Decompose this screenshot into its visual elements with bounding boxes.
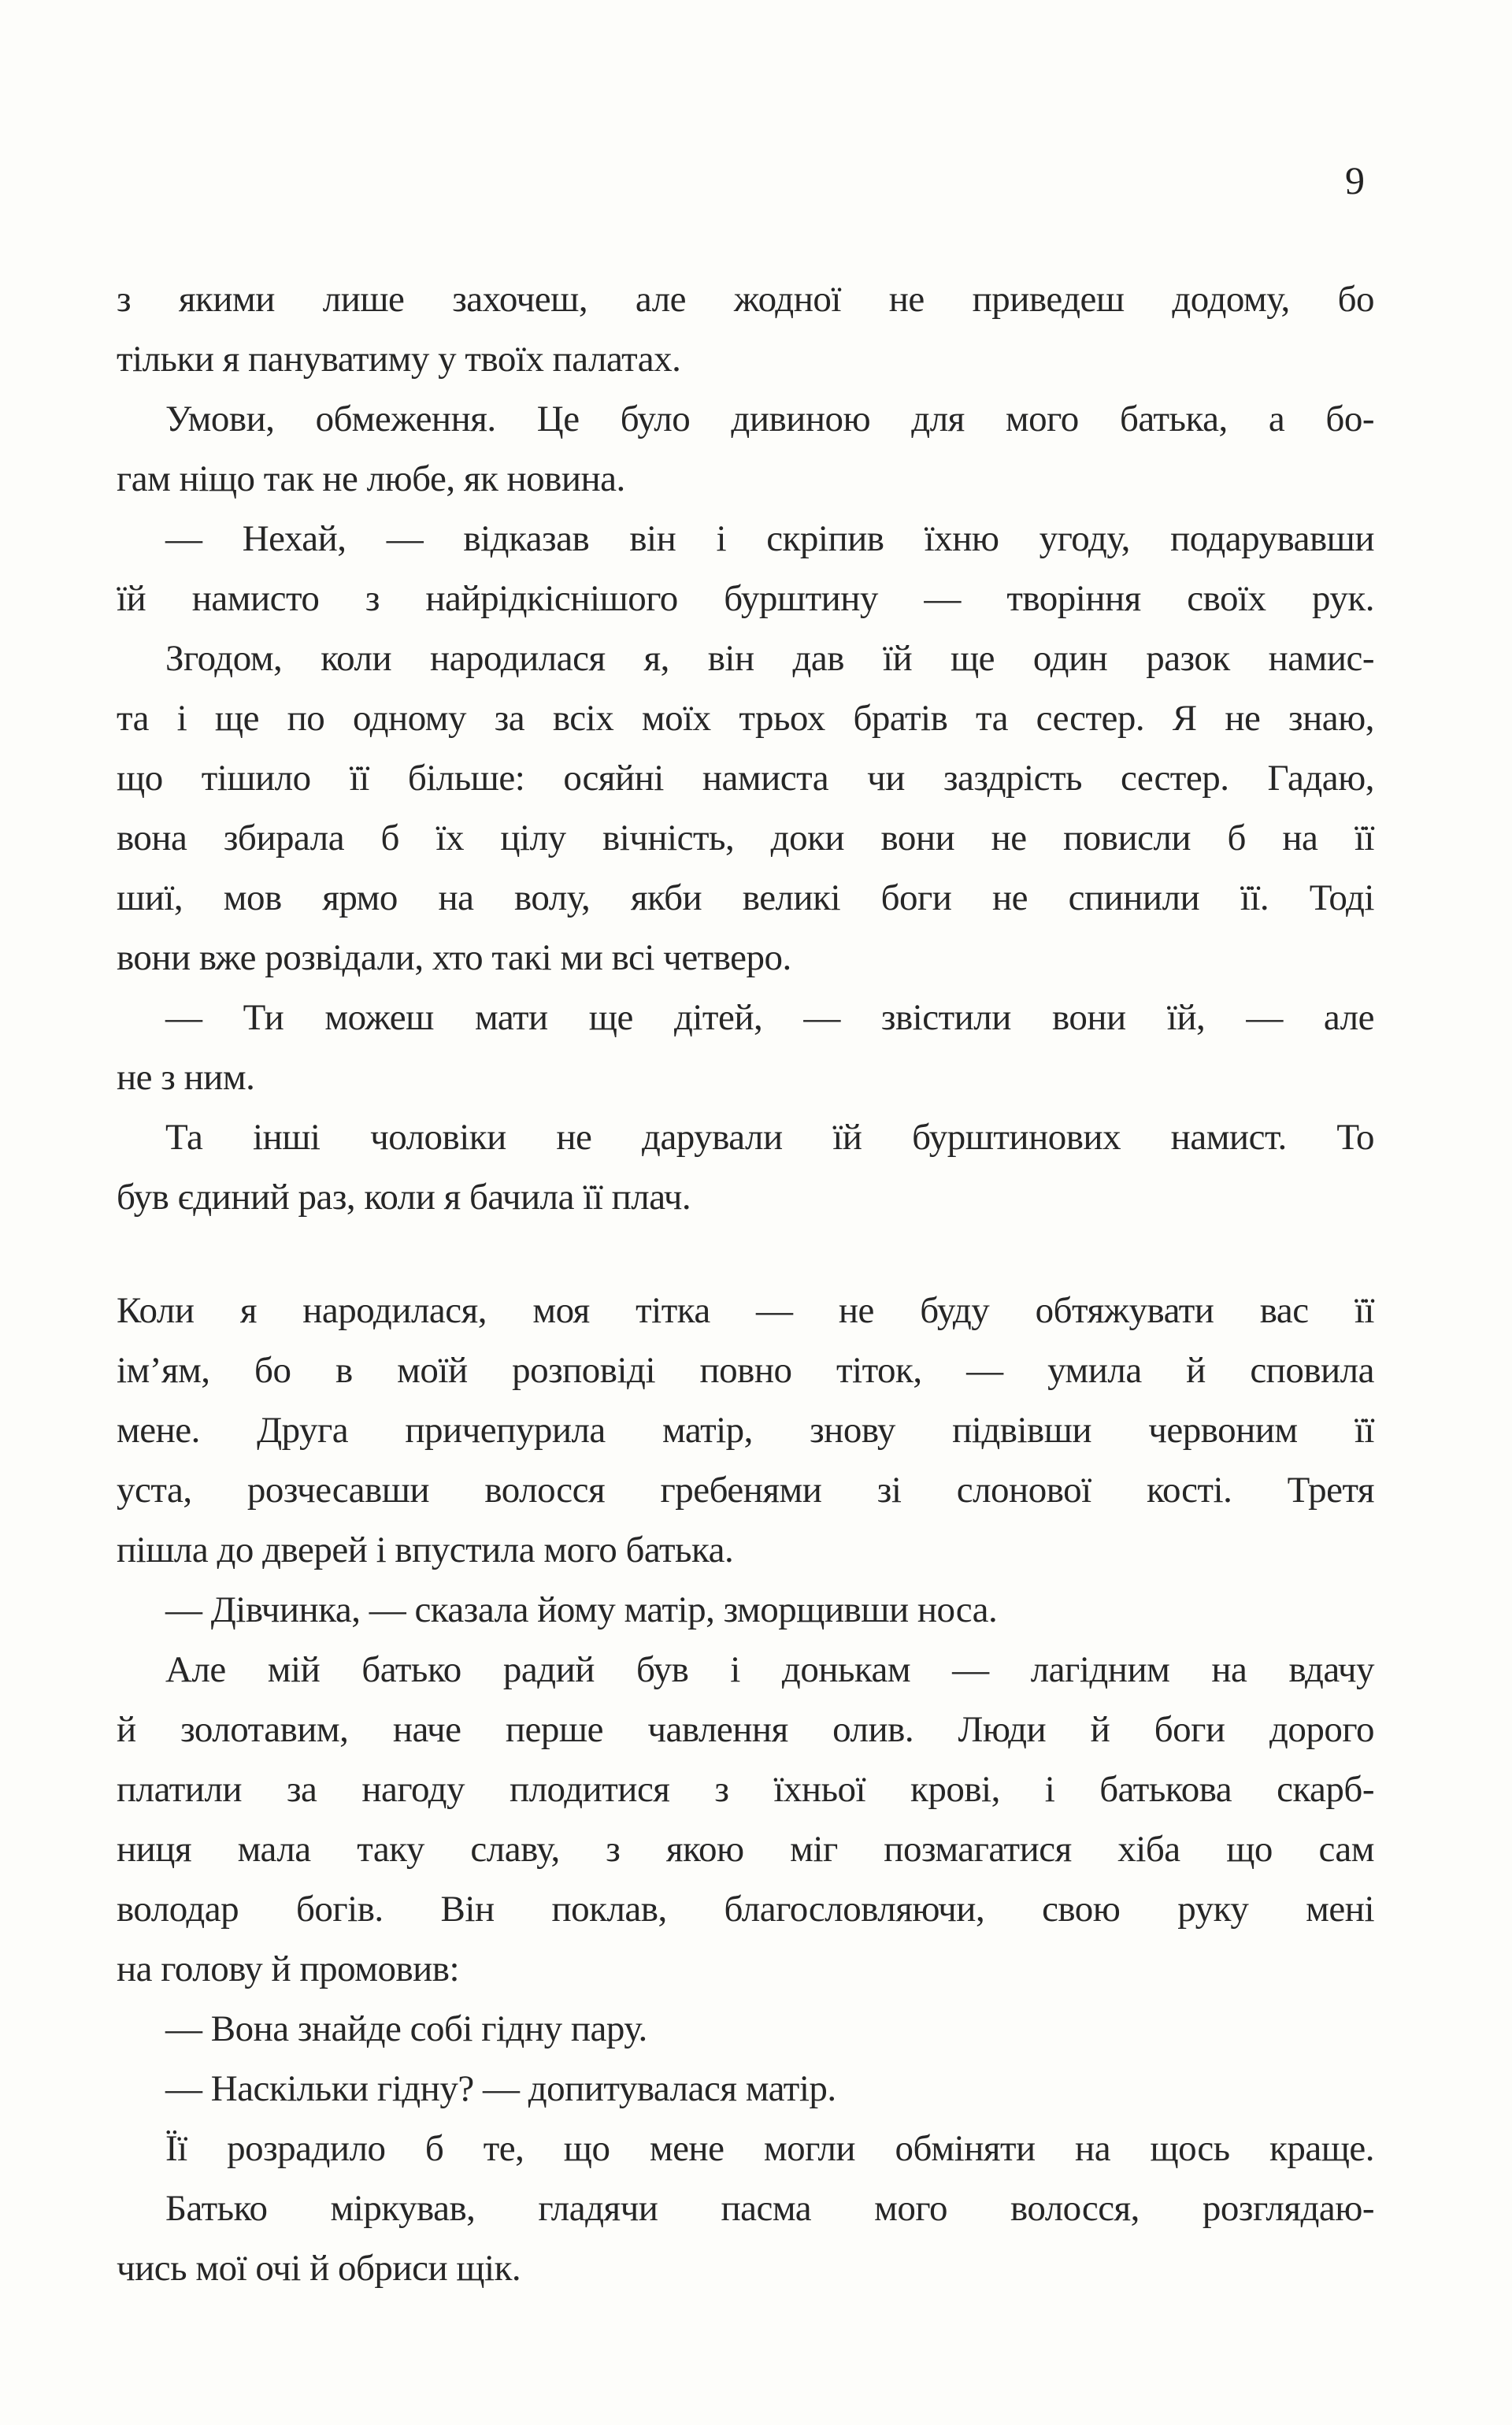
text-line: Але мій батько радий був і донькам — лагідним на вдачу xyxy=(165,1649,1374,1690)
text-line: ниця мала таку славу, з якою міг позмагатися хіба що сам xyxy=(117,1829,1374,1870)
text-line: Її розрадило б те, що мене могли обміняти на щось краще. xyxy=(165,2128,1374,2169)
text-line: не з ним. xyxy=(117,1057,255,1098)
text-line: з якими лише захочеш, але жодної не приведеш додому, бо xyxy=(117,279,1374,320)
page-number: 9 xyxy=(1345,158,1365,202)
section-break xyxy=(117,1227,1374,1281)
text-line: — Ти можеш мати ще дітей, — звістили вони їй, — але xyxy=(165,997,1374,1038)
text-line: платили за нагоду плодитися з їхньої крові, і батькова скарб- xyxy=(117,1769,1374,1810)
text-line: Коли я народилася, моя тітка — не буду обтяжувати вас її xyxy=(117,1290,1374,1331)
text-line: тільки я пануватиму у твоїх палатах. xyxy=(117,339,681,380)
text-line: та і ще по одному за всіх моїх трьох братів та сестер. Я не знаю, xyxy=(117,698,1374,739)
text-line: уста, розчесавши волосся гребенями зі слонової кості. Третя xyxy=(117,1470,1374,1511)
text-line: — Нехай, — відказав він і скріпив їхню угоду, подарувавши xyxy=(165,518,1374,559)
text-line: пішла до дверей і впустила мого батька. xyxy=(117,1530,734,1570)
text-line: — Наскільки гідну? — допитувалася матір. xyxy=(165,2068,836,2109)
text-line: гам ніщо так не любе, як новина. xyxy=(117,458,625,499)
text-line: вона збирала б їх цілу вічність, доки вони не повисли б на її xyxy=(117,818,1374,858)
text-line: й золотавим, наче перше чавлення олив. Люди й боги дорого xyxy=(117,1709,1374,1750)
text-line: мене. Друга причепурила матір, знову підвівши червоним її xyxy=(117,1410,1374,1451)
text-line: Згодом, коли народилася я, він дав їй ще один разок намис- xyxy=(165,638,1374,679)
text-line: шиї, мов ярмо на волу, якби великі боги не спинили її. Тоді xyxy=(117,877,1374,918)
body-text xyxy=(117,269,1374,2298)
text-line: був єдиний раз, коли я бачила її плач. xyxy=(117,1177,691,1218)
text-line: Та інші чоловіки не дарували їй бурштинових намист. То xyxy=(165,1117,1374,1158)
text-line: ім’ям, бо в моїй розповіді повно тіток, — умила й сповила xyxy=(117,1350,1374,1391)
text-line: — Дівчинка, — сказала йому матір, зморщивши носа. xyxy=(165,1589,998,1630)
text-line: їй намисто з найрідкіснішого бурштину — творіння своїх рук. xyxy=(117,578,1374,619)
text-line: — Вона знайде собі гідну пару. xyxy=(165,2008,647,2049)
text-line: володар богів. Він поклав, благословляючи, свою руку мені xyxy=(117,1889,1374,1930)
text-line: Умови, обмеження. Це було дивиною для мого батька, а бо- xyxy=(165,399,1374,439)
text-line: вони вже розвідали, хто такі ми всі четверо. xyxy=(117,937,791,978)
text-line: що тішило її більше: осяйні намиста чи заздрість сестер. Гадаю, xyxy=(117,758,1374,799)
text-line: чись мої очі й обриси щік. xyxy=(117,2248,521,2289)
text-line: Батько міркував, гладячи пасма мого волосся, розглядаю- xyxy=(165,2188,1374,2229)
text-line: на голову й промовив: xyxy=(117,1949,460,1989)
